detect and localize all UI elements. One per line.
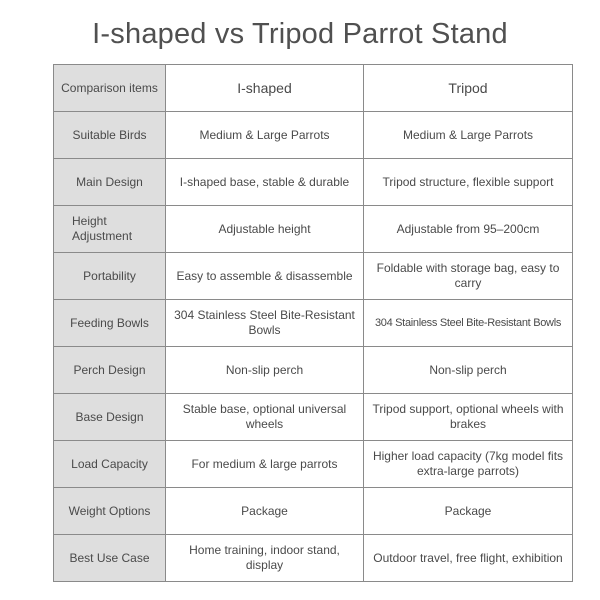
table-row [54,300,573,347]
header-col-ishaped: I-shaped [166,65,364,112]
table-row [54,253,573,300]
row-label: Weight Options [54,488,166,535]
tripod-cell: Outdoor travel, free flight, exhibition [364,535,573,582]
tripod-cell: Non-slip perch [364,347,573,394]
page-title: I-shaped vs Tripod Parrot Stand [92,18,508,50]
table-row [54,347,573,394]
table-row [54,535,573,582]
header-col-tripod: Tripod [364,65,573,112]
ishaped-cell: Non-slip perch [166,347,364,394]
comparison-table [53,64,573,582]
header-label-cell: Comparison items [54,65,166,112]
row-label: Suitable Birds [54,112,166,159]
row-label: Load Capacity [54,441,166,488]
ishaped-cell: 304 Stainless Steel Bite-Resistant Bowls [166,300,364,347]
tripod-cell: Tripod structure, flexible support [364,159,573,206]
ishaped-cell: Home training, indoor stand, display [166,535,364,582]
tripod-cell: Foldable with storage bag, easy to carry [364,253,573,300]
ishaped-cell: Adjustable height [166,206,364,253]
ishaped-cell: Medium & Large Parrots [166,112,364,159]
row-label: Portability [54,253,166,300]
ishaped-cell: I-shaped base, stable & durable [166,159,364,206]
table-row [54,112,573,159]
row-label: Perch Design [54,347,166,394]
ishaped-cell: Easy to assemble & disassemble [166,253,364,300]
tripod-cell: Tripod support, optional wheels with brakes [364,394,573,441]
row-label: Best Use Case [54,535,166,582]
ishaped-cell: For medium & large parrots [166,441,364,488]
tripod-cell: Adjustable from 95–200cm [364,206,573,253]
ishaped-cell: Stable base, optional universal wheels [166,394,364,441]
table-row [54,206,573,253]
tripod-cell: 304 Stainless Steel Bite-Resistant Bowls [364,300,573,347]
row-label: Height Adjustment [54,206,166,253]
table-row [54,394,573,441]
tripod-cell: Package [364,488,573,535]
ishaped-cell: Package [166,488,364,535]
table-row [54,488,573,535]
tripod-cell: Medium & Large Parrots [364,112,573,159]
table-row [54,159,573,206]
table-row [54,441,573,488]
tripod-cell: Higher load capacity (7kg model fits extra-large parrots) [364,441,573,488]
row-label: Base Design [54,394,166,441]
row-label: Feeding Bowls [54,300,166,347]
row-label: Main Design [54,159,166,206]
table-header-row [54,65,573,112]
